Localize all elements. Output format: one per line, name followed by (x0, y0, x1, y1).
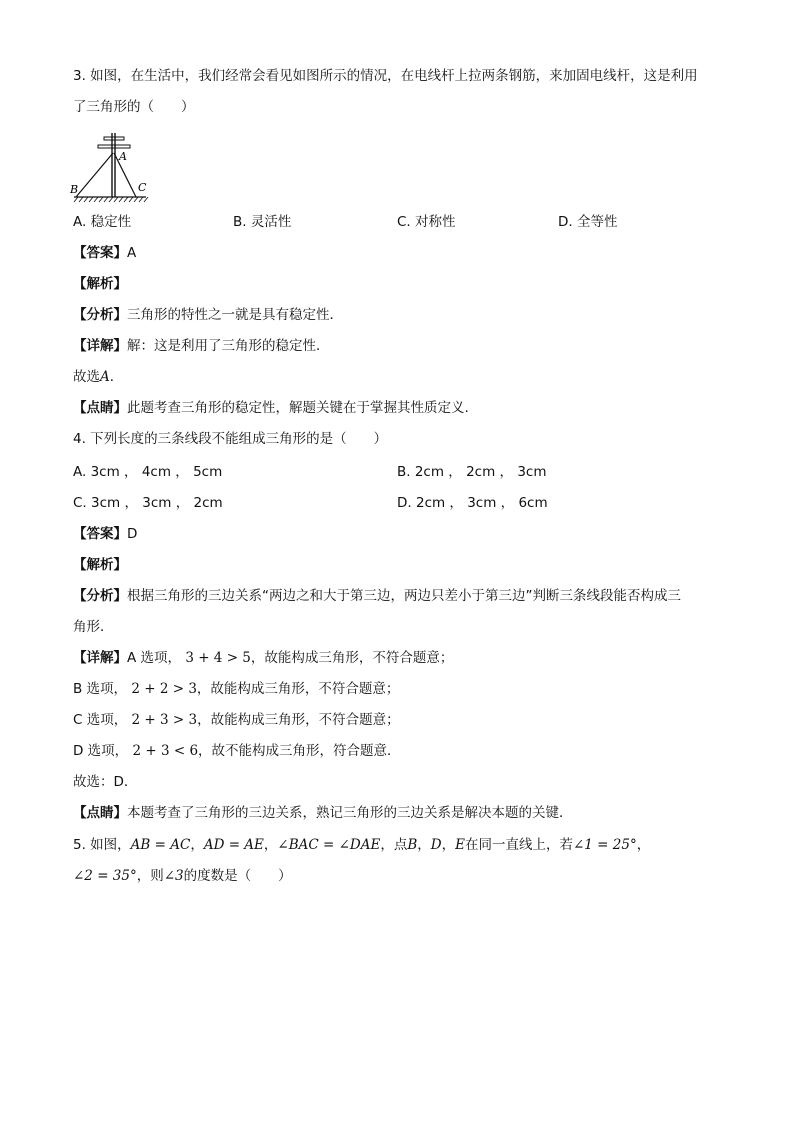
q5-math: E (455, 837, 465, 853)
q4-dianjing (73, 803, 573, 823)
q5-stem-line2 (73, 866, 292, 886)
fenxi-tag: 【分析】 (73, 588, 127, 604)
q3-stem-line1: 3. 如图，在生活中，我们经常会看见如图所示的情况，在电线杆上拉两条钢筋，来加固电线杆，这是利用 (73, 68, 698, 84)
q4-fenxi-line2: 角形． (73, 619, 114, 635)
detail-suffix: ，故能构成三角形，不符合题意； (250, 650, 454, 666)
q4-analysis-tag: 【解析】 (73, 557, 127, 573)
label-a: A (119, 150, 127, 163)
dianjing-tag: 【点睛】 (73, 805, 127, 821)
q3-option-a: A. 稳定性 (73, 214, 132, 230)
q5-text: ，点 (380, 837, 408, 853)
q4-detail-c (73, 710, 400, 730)
xiangjie-tag: 【详解】 (73, 338, 127, 354)
answer-tag: 【答案】 (73, 245, 127, 261)
label-c: C (138, 181, 147, 194)
fenxi-tag: 【分析】 (73, 307, 127, 323)
detail-prefix: D 选项， (73, 743, 129, 759)
dianjing-text: 此题考查三角形的稳定性，解题关键在于掌握其性质定义. (127, 400, 469, 416)
q4-fenxi-line1 (73, 586, 681, 606)
detail-suffix: ，故能构成三角形，不符合题意； (196, 681, 400, 697)
choose-suffix: ． (109, 369, 124, 385)
detail-expr: 2 + 3 < 6 (132, 743, 199, 759)
q5-math: D (430, 837, 442, 853)
q5-stem-line1 (73, 835, 650, 855)
answer-value: D (127, 526, 138, 542)
q4-option-c: C. 3cm ， 3cm ， 2cm (73, 495, 223, 511)
q5-text: ， (190, 837, 204, 853)
choose-prefix: 故选 (73, 369, 100, 385)
q4-option-b: B. 2cm ， 2cm ， 3cm (397, 464, 547, 480)
q5-text: ， (417, 837, 431, 853)
q5-text: 在同一直线上，若 (464, 837, 573, 853)
q5-text: ，则 (136, 868, 164, 884)
q5-text: ， (263, 837, 278, 853)
q3-option-b: B. 灵活性 (233, 214, 292, 230)
q5-math: ∠1 = 25° (572, 837, 637, 853)
detail-expr: 2 + 2 > 3 (131, 681, 197, 697)
answer-tag: 【答案】 (73, 526, 127, 542)
q4-detail-d (73, 741, 401, 761)
q3-choose (73, 367, 123, 387)
q5-text: 5. 如图， (73, 837, 131, 853)
q5-text: 的度数是（ ） (183, 868, 292, 884)
answer-value: A (127, 245, 137, 261)
q3-option-d: D. 全等性 (558, 214, 618, 230)
xiangjie-tag: 【详解】 (73, 650, 127, 666)
q5-math: AD = AE (203, 837, 264, 853)
q4-detail-a (73, 648, 453, 668)
q3-dianjing (73, 398, 469, 418)
dianjing-text: 本题考查了三角形的三边关系，熟记三角形的三边关系是解决本题的关键． (127, 805, 573, 821)
q4-answer (73, 524, 137, 544)
q5-math: ∠3 (163, 868, 184, 884)
detail-expr: 3 + 4 > 5 (185, 650, 251, 666)
detail-suffix: ，故不能构成三角形，符合题意． (198, 743, 401, 759)
detail-prefix: B 选项， (73, 681, 128, 697)
q4-stem: 4. 下列长度的三条线段不能组成三角形的是（ ） (73, 431, 388, 447)
q3-stem-line2: 了三角形的（ ） (73, 99, 195, 115)
q5-math: ∠2 = 35° (73, 868, 137, 884)
utility-pole-figure (70, 125, 150, 210)
q3-option-c: C. 对称性 (397, 214, 456, 230)
q3-xiangjie (73, 336, 330, 356)
detail-suffix: ，故能构成三角形，不符合题意； (197, 712, 400, 728)
choose-value: A (100, 369, 110, 385)
label-b: B (70, 183, 79, 196)
q5-math: B (407, 837, 418, 853)
q4-choose: 故选：D． (73, 774, 138, 790)
q4-option-d: D. 2cm ， 3cm ， 6cm (397, 495, 548, 511)
q3-fenxi (73, 305, 343, 325)
detail-prefix: A 选项， (127, 650, 182, 666)
q5-math: ∠BAC = ∠DAE (277, 837, 381, 853)
q5-math: AB = AC (130, 837, 191, 853)
detail-expr: 2 + 3 > 3 (131, 712, 198, 728)
q3-analysis-tag: 【解析】 (73, 276, 127, 292)
fenxi-text: 根据三角形的三边关系“两边之和大于第三边，两边只差小于第三边”判断三条线段能否构成三 (127, 588, 681, 604)
detail-prefix: C 选项， (73, 712, 128, 728)
q5-text: ， (636, 837, 651, 853)
q3-answer (73, 243, 136, 263)
fenxi-text: 三角形的特性之一就是具有稳定性． (127, 307, 343, 323)
dianjing-tag: 【点睛】 (73, 400, 127, 416)
q5-text: ， (441, 837, 456, 853)
q4-detail-b (73, 679, 399, 699)
q4-option-a: A. 3cm ， 4cm ， 5cm (73, 464, 223, 480)
xiangjie-text: 解：这是利用了三角形的稳定性． (127, 338, 330, 354)
